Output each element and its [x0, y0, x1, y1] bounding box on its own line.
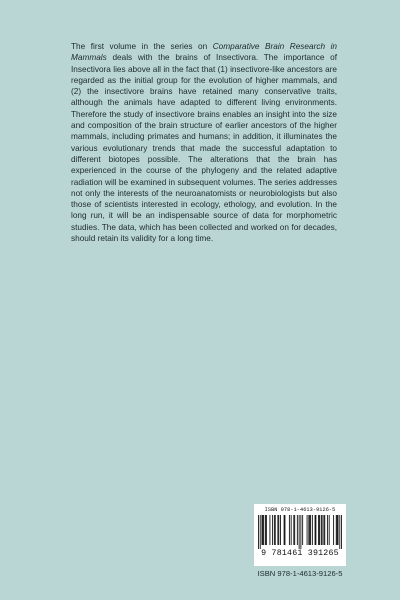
barcode-bar [339, 515, 340, 549]
barcode-bar [337, 515, 338, 545]
barcode-bar [275, 515, 276, 545]
blurb-paragraph [71, 41, 337, 244]
barcode-bar [258, 515, 259, 549]
barcode-bar [322, 515, 323, 545]
barcode-bar [262, 515, 263, 545]
barcode-bar [329, 515, 330, 545]
barcode-bar [280, 515, 281, 545]
barcode-bar [285, 515, 286, 545]
barcode-label [254, 504, 346, 566]
barcode-bar [266, 515, 267, 545]
barcode-bar [308, 515, 309, 545]
blurb-intro: The first volume in the series on [71, 42, 213, 51]
barcode-bar [318, 515, 319, 545]
barcode-bar [299, 515, 300, 549]
barcode-bar [309, 515, 310, 545]
back-cover-blurb [71, 41, 337, 244]
barcode-bar [260, 515, 261, 549]
barcode-bar [300, 515, 301, 549]
barcode-bar [297, 515, 298, 545]
series-title: Comparative Brain Research in Mammals [71, 42, 337, 63]
barcode-bar [323, 515, 324, 545]
barcode-bar [319, 515, 320, 545]
barcode-bar [278, 515, 279, 545]
barcode-bar [272, 515, 273, 545]
barcode-bar [341, 515, 342, 549]
isbn-top-text: ISBN 978-1-4613-9126-5 [264, 507, 336, 513]
barcode-bar [274, 515, 275, 545]
barcode-bar [262, 515, 263, 545]
barcode-bar [310, 515, 311, 545]
barcode-digits: 9 781461 391265 [261, 549, 339, 558]
barcode-bar [324, 515, 325, 545]
barcode-bar [293, 515, 294, 545]
barcode-bar [338, 515, 339, 545]
barcode-bar [327, 515, 328, 545]
barcode-bar [307, 515, 308, 545]
barcode-bar [291, 515, 292, 545]
barcode-bar [265, 515, 266, 545]
barcode-bar [315, 515, 316, 545]
barcode-bar [284, 515, 285, 545]
barcode-bar [289, 515, 290, 545]
barcode-bar [312, 515, 313, 545]
barcode-bar [294, 515, 295, 545]
blurb-body: deals with the brains of Insectivora. The importance of Insectivora lies above all in the fact that (1) insectivore-like ancestors are regarded as the initial group for the evolution of higher mammals, and (2) the insectivore brains have retained many conservative traits, although the animals have adapted to different living environments. Therefore the study of insectivore brains enables an insight into the size and composition of the brain structure of earlier ancestors of the higher mammals, including primates and humans; in addition, it illuminates the various evolutionary trends that made the successful adaptation to different biotopes possible. The alterations that the brain has experienced in the course of the phylogeny and the related adaptive radiation will be examined in subsequent volumes. The series addresses not only the interests of the neuroanatomists or neurobiologists but also those of scientists interested in ecology, ethology, and evolution. In the long run, it will be an indispensable source of data for morphometric studies. The data, which has been collected and worked on for decades, should retain its validity for a long time. [71, 53, 337, 244]
barcode-bar [321, 515, 322, 545]
barcode-bar [333, 515, 334, 545]
barcode-bar [336, 515, 337, 545]
barcode-bar [302, 515, 303, 545]
barcode-bar [269, 515, 270, 545]
barcode-bar [315, 515, 316, 545]
barcode-bars [258, 515, 342, 549]
barcode-bar [263, 515, 264, 545]
barcode-bar [277, 515, 278, 545]
isbn-bottom-text: ISBN 978-1-4613-9126-5 [257, 569, 343, 578]
